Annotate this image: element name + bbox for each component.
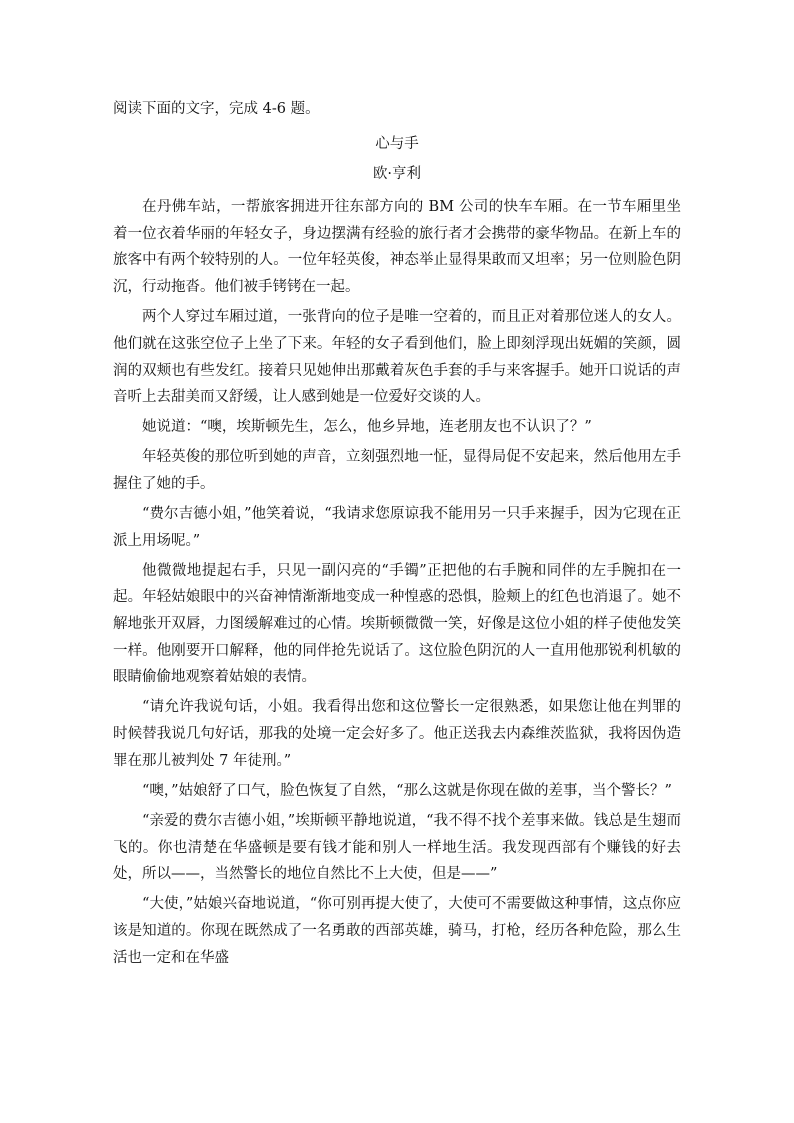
paragraph: 在丹佛车站，一帮旅客拥进开往东部方向的 BM 公司的快车车厢。在一节车厢里坐着一位衣着华丽的年轻女子，身边摆满有经验的旅行者才会携带的豪华物品。在新上车的旅客中有两个较特别的人。一位年轻英俊，神态举止显得果敢而又坦率；另一位则脸色阴沉，行动拖沓。他们被手铐铐在一起。 — [113, 199, 681, 296]
paragraph: “噢，”姑娘舒了口气，脸色恢复了自然，“那么这就是你现在做的差事，当个警长？” — [142, 782, 672, 799]
story-title: 心与手 — [375, 136, 419, 152]
reading-instruction: 阅读下面的文字，完成 4-6 题。 — [113, 101, 320, 117]
paragraph: “亲爱的费尔吉德小姐，”埃斯顿平静地说道，“我不得不找个差事来做。钱总是生翅而飞的。你也清楚在华盛顿是要有钱才能和别人一样地生活。我发现西部有个赚钱的好去处，所以——，当然警长的地位自然比不上大使，但是——” — [113, 812, 681, 883]
story-author: 欧·亨利 — [372, 166, 422, 182]
paragraph: 她说道：“噢，埃斯顿先生，怎么，他乡异地，连老朋友也不认识了？” — [142, 419, 592, 436]
paragraph: 年轻英俊的那位听到她的声音，立刻强烈地一怔，显得局促不安起来，然后他用左手握住了她的手。 — [113, 449, 681, 492]
paragraph: “大使，”姑娘兴奋地说道，“你可别再提大使了，大使可不需要做这种事情，这点你应该是知道的。你现在既然成了一名勇敢的西部英雄，骑马，打枪，经历各种危险，那么生活也一定和在华盛 — [113, 896, 681, 966]
paragraph: 两个人穿过车厢过道，一张背向的位子是唯一空着的，而且正对着那位迷人的女人。他们就在这张空位子上坐了下来。年轻的女子看到他们，脸上即刻浮现出妩媚的笑颜，圆润的双颊也有些发红。接着只见她伸出那戴着灰色手套的手与来客握手。她开口说话的声音听上去甜美而又舒缓，让人感到她是一位爱好交谈的人。 — [113, 309, 681, 406]
story-body — [113, 194, 681, 975]
paragraph: “费尔吉德小姐，”他笑着说，“我请求您原谅我不能用另一只手来握手，因为它现在正派上用场呢。” — [113, 505, 681, 549]
paragraph: 他微微地提起右手，只见一副闪亮的“手镯”正把他的右手腕和同伴的左手腕扣在一起。年轻姑娘眼中的兴奋神情渐渐地变成一种惶惑的恐惧，脸颊上的红色也消退了。她不解地张开双唇，力图缓解难过的心情。埃斯顿微微一笑，好像是这位小姐的样子使他发笑一样。他刚要开口解释，他的同伴抢先说话了。这位脸色阴沉的人一直用他那锐利机敏的眼睛偷偷地观察着姑娘的表情。 — [113, 562, 681, 686]
paragraph: “请允许我说句话，小姐。我看得出您和这位警长一定很熟悉，如果您让他在判罪的时候替我说几句好话，那我的处境一定会好多了。他正送我去内森维茨监狱，我将因伪造罪在那儿被判处 7 年徒刑。” — [113, 699, 681, 769]
